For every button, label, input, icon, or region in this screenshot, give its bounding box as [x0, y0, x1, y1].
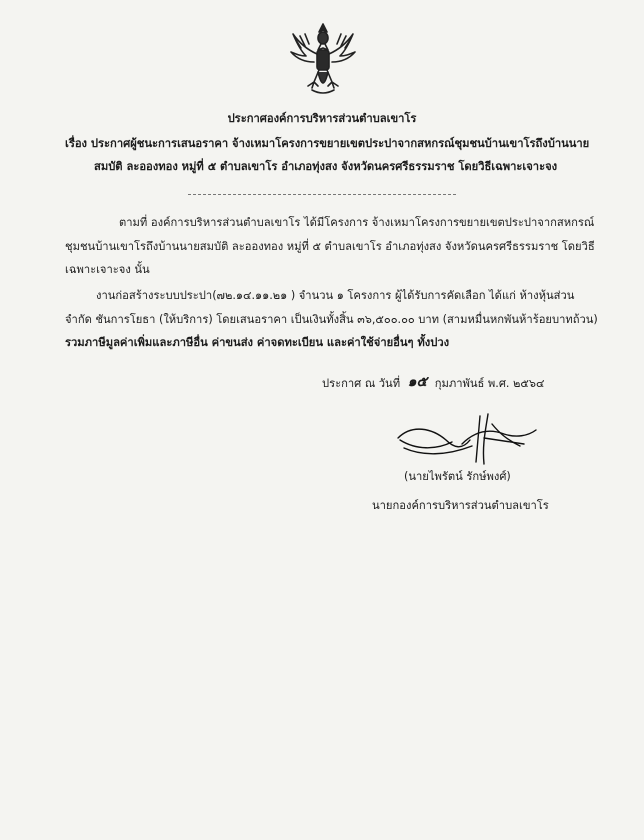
announcement-date	[322, 376, 544, 391]
date-day: ๑๕	[407, 374, 428, 390]
signer-name: (นายไพรัตน์ รักษ์พงศ์)	[404, 470, 511, 483]
paragraph2-line1: งานก่อสร้างระบบประปา(๗๒.๑๔.๑๑.๒๑ ) จำนวน ๑ โครงการ ผู้ได้รับการคัดเลือก ได้แก่ ห้างหุ้นส่วน	[96, 289, 575, 302]
signer-title: นายกองค์การบริหารส่วนตำบลเขาโร	[372, 499, 549, 512]
paragraph1-line1: ตามที่ องค์การบริหารส่วนตำบลเขาโร ได้มีโครงการ จ้างเหมาโครงการขยายเขตประปาจากสหกรณ์	[119, 216, 595, 229]
signature-icon	[392, 410, 540, 468]
paragraph1-line2: ชุมชนบ้านเขาโรถึงบ้านนายสมบัติ ละอองทอง หมู่ที่ ๕ ตำบลเขาโร อำเภอทุ่งสง จังหวัดนครศรีธรรมราช โดยวิธี	[65, 240, 595, 253]
subject-line-1	[65, 137, 589, 151]
date-prefix: ประกาศ ณ วันที่	[322, 377, 401, 390]
divider-line	[188, 194, 456, 195]
subject-line-2: สมบัติ ละอองทอง หมู่ที่ ๕ ตำบลเขาโร อำเภอทุ่งสง จังหวัดนครศรีธรรมราช โดยวิธีเฉพาะเจาะจง	[94, 160, 558, 173]
paragraph2-line3: รวมภาษีมูลค่าเพิ่มและภาษีอื่น ค่าขนส่ง ค่าจดทะเบียน และค่าใช้จ่ายอื่นๆ ทั้งปวง	[65, 336, 450, 349]
subject-text-1: ประกาศผู้ชนะการเสนอราคา จ้างเหมาโครงการขยายเขตประปาจากสหกรณ์ชุมชนบ้านเขาโรถึงบ้านนาย	[90, 137, 590, 150]
paragraph2-line2: จำกัด ชันการโยธา (ให้บริการ) โดยเสนอราคา เป็นเงินทั้งสิ้น ๓๖,๕๐๐.๐๐ บาท (สามหมื่นหกพันห้าร้อยบาทถ้วน)	[65, 313, 598, 326]
subject-label: เรื่อง	[65, 137, 88, 150]
announcement-header: ประกาศองค์การบริหารส่วนตำบลเขาโร	[227, 112, 417, 125]
date-suffix: กุมภาพันธ์ พ.ศ. ๒๕๖๔	[434, 377, 545, 390]
garuda-emblem-icon	[288, 20, 358, 98]
paragraph1-line3: เฉพาะเจาะจง นั้น	[65, 263, 150, 276]
